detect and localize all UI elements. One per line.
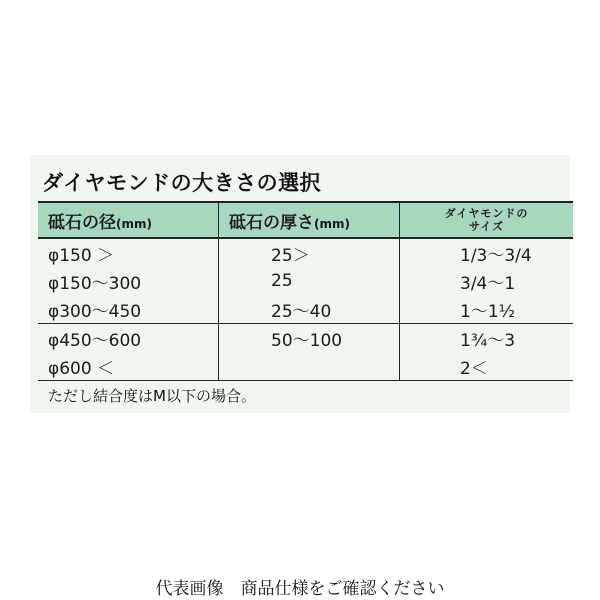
cell-thickness: 50～100 xyxy=(219,324,400,353)
table-row xyxy=(38,324,573,353)
cell-diamond-size: 1～1½ xyxy=(460,301,516,322)
spec-panel xyxy=(30,155,570,413)
cell-diamond-size: 1/3～3/4 xyxy=(460,245,532,266)
header-wheel-diameter-unit: (mm) xyxy=(116,216,152,231)
table-row xyxy=(38,352,573,381)
table-footnote: ただし結合度はM以下の場合。 xyxy=(48,387,256,405)
header-wheel-thickness-label: 砥石の厚さ xyxy=(229,212,314,233)
table-header-row xyxy=(38,202,573,238)
table-row xyxy=(38,295,573,324)
cell-thickness: 25＞ xyxy=(219,238,400,267)
table-heading: ダイヤモンドの大きさの選択 xyxy=(42,171,322,195)
header-diamond-size xyxy=(400,202,574,238)
header-wheel-thickness-unit: (mm) xyxy=(314,216,350,231)
cell-thickness: 25～40 xyxy=(219,295,400,324)
cell-thickness xyxy=(219,352,400,381)
header-wheel-diameter-label: 砥石の径 xyxy=(48,212,116,233)
table-row xyxy=(38,267,573,295)
header-diamond-size-line1: ダイヤモンドの xyxy=(444,207,529,220)
cell-diameter: φ600 ＜ xyxy=(38,352,219,381)
cell-diameter: φ300～450 xyxy=(38,295,219,324)
cell-diameter: φ150 ＞ xyxy=(38,238,219,267)
diamond-size-table xyxy=(38,201,573,381)
image-caption: 代表画像 商品仕様をご確認ください xyxy=(155,579,445,599)
cell-diamond-size: 2＜ xyxy=(400,352,574,381)
header-wheel-diameter xyxy=(38,202,219,238)
cell-diamond-size: 1¾～3 xyxy=(400,324,574,353)
table-row xyxy=(38,238,573,267)
cell-diameter: φ150～300 xyxy=(38,267,219,295)
cell-thickness: 25 xyxy=(219,267,400,295)
cell-diamond-size: 3/4～1 xyxy=(460,273,516,294)
header-diamond-size-line2: サイズ xyxy=(468,220,505,233)
header-wheel-thickness xyxy=(219,202,400,238)
cell-diameter: φ450～600 xyxy=(38,324,219,353)
